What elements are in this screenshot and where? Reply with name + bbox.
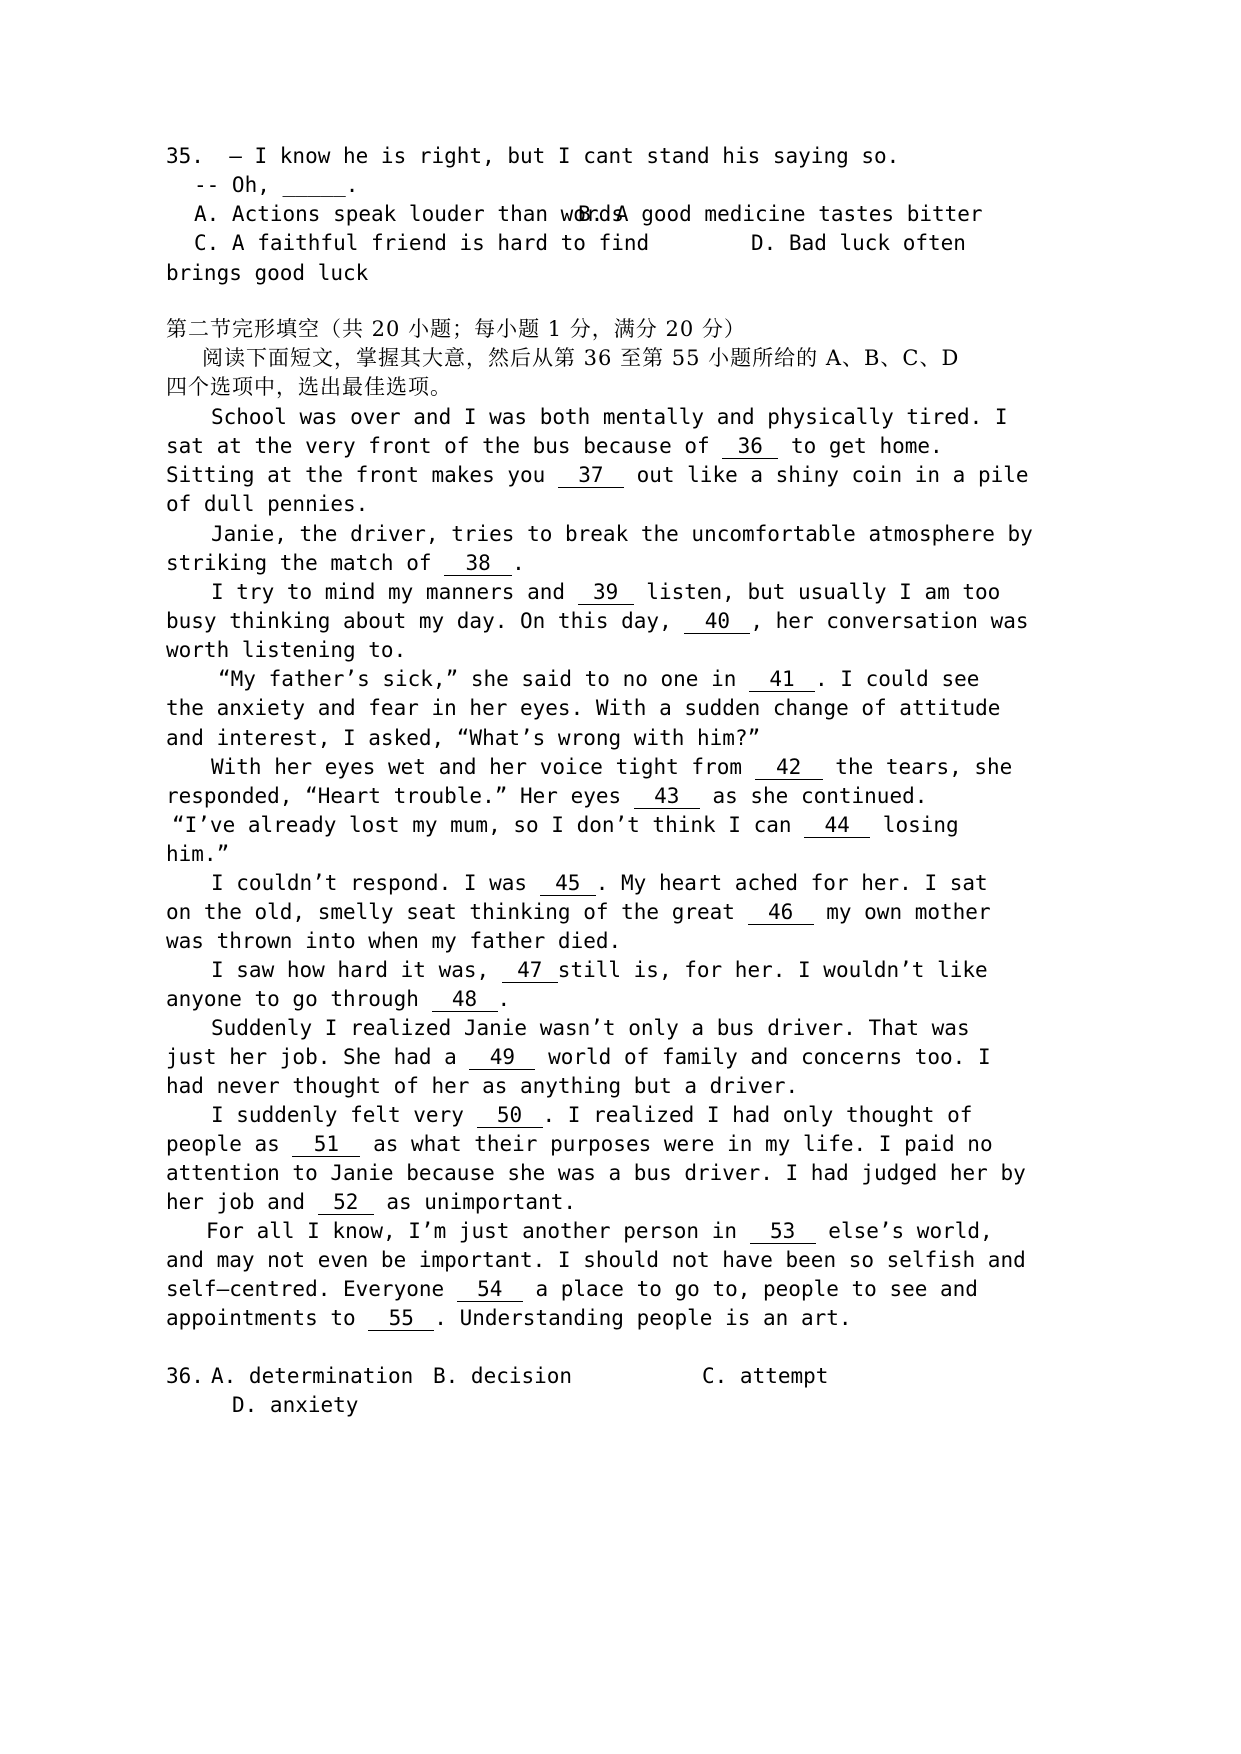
text-run: responded, “Heart trouble.” Her eyes <box>166 784 634 808</box>
text-run: losing <box>870 813 959 837</box>
text-run: as what their purposes were in my life. I paid no <box>360 1132 993 1156</box>
blank-51: 51 <box>292 1132 360 1157</box>
q35-stem: 35. – I know he is right, but I cant stand his saying so. <box>166 144 900 168</box>
text-run: sat at the very front of the bus because of <box>166 434 723 458</box>
text-run: just her job. She had a <box>166 1045 470 1069</box>
blank-53: 53 <box>750 1219 816 1244</box>
text-run: as she continued. <box>699 784 928 808</box>
text-run: I couldn’t respond. I was <box>211 871 540 895</box>
text-run: world of family and concerns too. I <box>535 1045 991 1069</box>
text-run: self—centred. Everyone <box>166 1277 457 1301</box>
passage-line: attention to Janie because she was a bus driver. I had judged her by <box>166 1161 1026 1185</box>
q35-option-b: B. A good medicine tastes bitter <box>578 202 983 226</box>
q35-option-d-cont: brings good luck <box>166 261 369 285</box>
blank-49: 49 <box>469 1045 535 1070</box>
section-heading: 第二节完形填空（共 20 小题；每小题 1 分，满分 20 分） <box>166 317 746 341</box>
blank-55: 55 <box>368 1306 434 1331</box>
text-run: Sitting at the front makes you <box>166 463 558 487</box>
blank-38: 38 <box>444 551 512 576</box>
blank-47: 47 <box>502 958 558 983</box>
text-run: . <box>512 551 525 575</box>
blank-42: 42 <box>755 755 823 780</box>
text-run: . Understanding people is an art. <box>434 1306 852 1330</box>
blank-39: 39 <box>578 580 634 605</box>
text-run: striking the match of <box>166 551 445 575</box>
blank-44: 44 <box>804 813 870 838</box>
q36-option-b: B. decision <box>433 1364 573 1388</box>
text-run: busy thinking about my day. On this day, <box>166 609 685 633</box>
text-run: , her conversation was <box>750 609 1029 633</box>
q35-reply: -- Oh, _____. <box>194 173 359 197</box>
text-run: a place to go to, people to see and <box>522 1277 978 1301</box>
text-run: the tears, she <box>822 755 1013 779</box>
text-run: as unimportant. <box>373 1190 577 1214</box>
blank-41: 41 <box>749 667 815 692</box>
passage-line: Suddenly I realized Janie wasn’t only a bus driver. That was <box>211 1016 970 1040</box>
q35-option-d: D. Bad luck often <box>751 231 966 255</box>
text-run: I saw how hard it was, <box>211 958 502 982</box>
passage-line <box>172 809 959 842</box>
blank-40: 40 <box>684 609 750 634</box>
q35-option-c: C. A faithful friend is hard to find <box>194 231 650 255</box>
blank-46: 46 <box>748 900 814 925</box>
text-run: out like a shiny coin in a pile <box>623 463 1029 487</box>
passage-line: was thrown into when my father died. <box>166 929 622 953</box>
blank-48: 48 <box>432 987 498 1012</box>
text-run: For all I know, I’m just another person in <box>206 1219 750 1243</box>
text-run: to get home. <box>778 434 943 458</box>
q35-option-a: A. Actions speak louder than words <box>194 202 624 226</box>
passage-line: of dull pennies. <box>166 492 369 516</box>
q36-number: 36. <box>166 1364 204 1388</box>
text-run: my own mother <box>813 900 991 924</box>
text-run: on the old, smelly seat thinking of the great <box>166 900 748 924</box>
passage-line: worth listening to. <box>166 638 407 662</box>
text-run: “I’ve already lost my mum, so I don’t think I can <box>172 813 805 837</box>
text-run: . <box>497 987 511 1011</box>
text-run: . I could see <box>815 667 980 691</box>
blank-50: 50 <box>477 1103 543 1128</box>
text-run: appointments to <box>166 1306 369 1330</box>
q36-option-a: A. determination <box>211 1364 414 1388</box>
passage-line: School was over and I was both mentally and physically tired. I <box>211 405 1008 429</box>
blank-52: 52 <box>318 1190 374 1215</box>
passage-line: had never thought of her as anything but a driver. <box>166 1074 799 1098</box>
text-run: With her eyes wet and her voice tight from <box>211 755 755 779</box>
text-run: “My father’s sick,” she said to no one in <box>218 667 750 691</box>
text-run: . I realized I had only thought of <box>542 1103 973 1127</box>
passage-line: and may not even be important. I should not have been so selfish and <box>166 1248 1026 1272</box>
text-run: anyone to go through <box>166 987 432 1011</box>
text-run: people as <box>166 1132 293 1156</box>
blank-45: 45 <box>540 871 596 896</box>
passage-line <box>166 1302 852 1335</box>
text-run: listen, but usually I am too <box>633 580 1001 604</box>
text-run: . My heart ached for her. I sat <box>595 871 988 895</box>
blank-37: 37 <box>558 463 624 488</box>
text-run: still is, for her. I wouldn’t like <box>557 958 988 982</box>
text-run: her job and <box>166 1190 318 1214</box>
text-run: else’s world, <box>815 1219 993 1243</box>
blank-43: 43 <box>634 784 700 809</box>
passage-line: him.” <box>166 842 230 866</box>
q36-option-c: C. attempt <box>702 1364 829 1388</box>
section-instruction-line-1: 阅读下面短文，掌握其大意，然后从第 36 至第 55 小题所给的 A、B、C、D <box>202 346 960 370</box>
blank-54: 54 <box>457 1277 523 1302</box>
blank-36: 36 <box>722 434 778 459</box>
section-instruction-line-2: 四个选项中，选出最佳选项。 <box>166 375 452 399</box>
passage-line: and interest, I asked, “What’s wrong with him?” <box>166 726 761 750</box>
q36-option-d: D. anxiety <box>232 1393 359 1417</box>
passage-line: Janie, the driver, tries to break the uncomfortable atmosphere by <box>211 522 1033 546</box>
text-run: I try to mind my manners and <box>211 580 578 604</box>
passage-line: the anxiety and fear in her eyes. With a sudden change of attitude <box>166 696 1001 720</box>
text-run: I suddenly felt very <box>211 1103 477 1127</box>
